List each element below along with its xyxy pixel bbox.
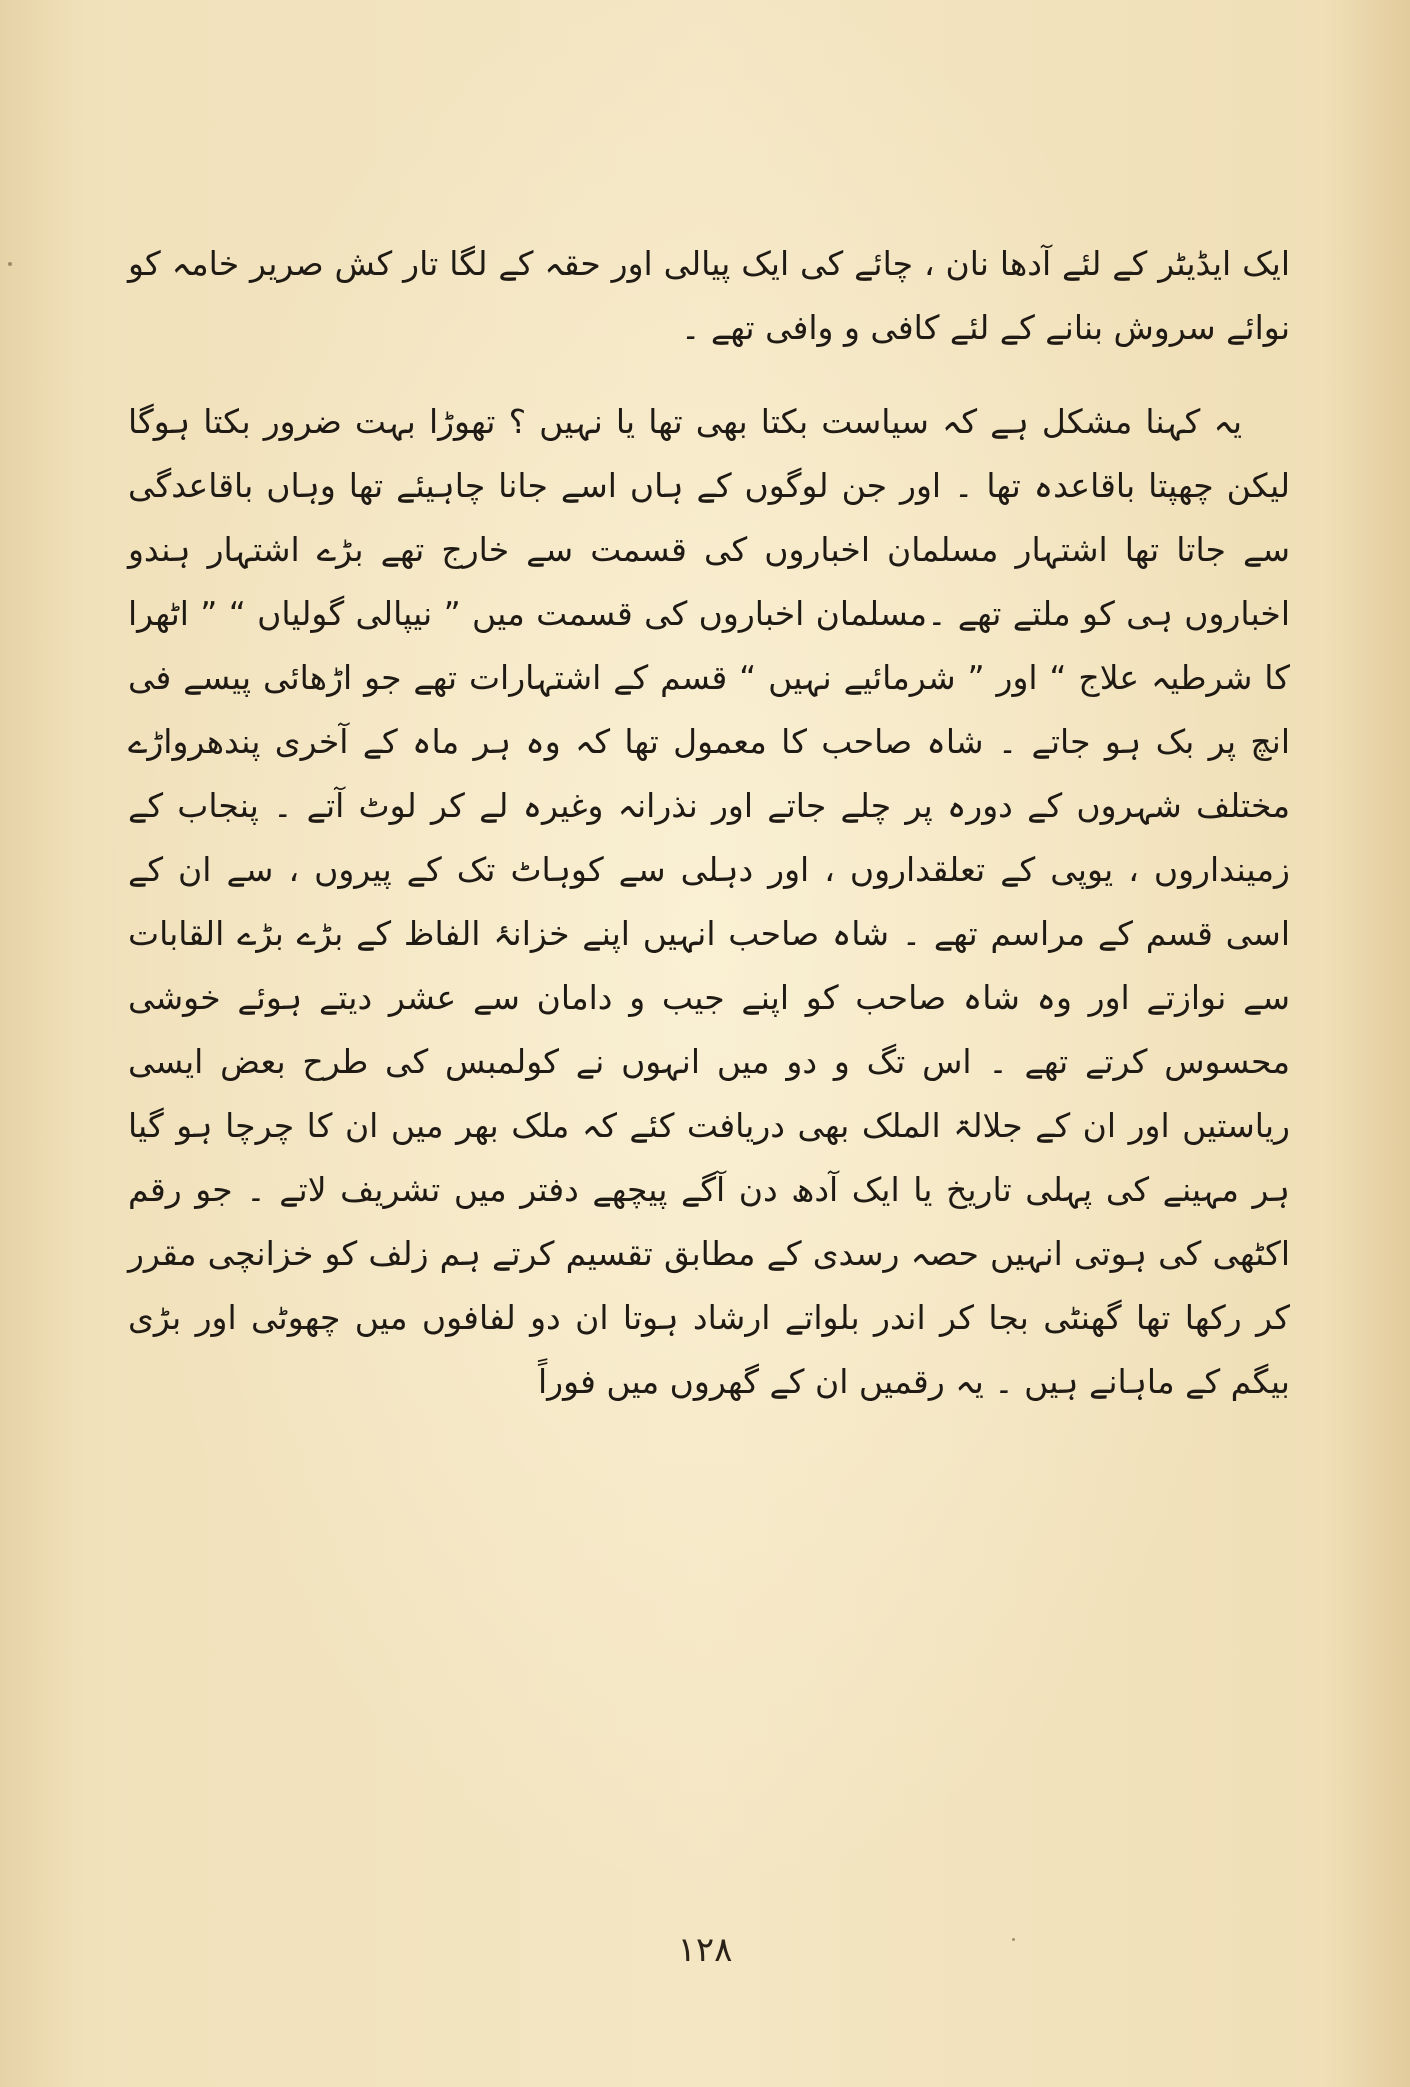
paragraph-2: یہ کہنا مشکل ہے کہ سیاست بکتا بھی تھا یا نہیں ؟ تھوڑا بہت ضرور بکتا ہوگا لیکن چھپتا باقاعدہ تھا ۔ اور جن لوگوں کے ہاں اسے جانا چاہیئے تھا وہاں باقاعدگی سے جاتا تھا اشتہار مسلمان اخباروں کی قسمت سے خارج تھے بڑے اشتہار ہندو اخباروں ہی کو ملتے تھے ۔مسلمان اخباروں کی قسمت میں ” نیپالی گولیاں “ ” اٹھرا کا شرطیہ علاج “ اور ” شرمائیے نہیں “ قسم کے اشتہارات تھے جو اڑھائی پیسے فی انچ پر بک ہو جاتے ۔ شاہ صاحب کا معمول تھا کہ وہ ہر ماہ کے آخری پندھرواڑے مختلف شہروں کے دورہ پر چلے جاتے اور نذرانہ وغیرہ لے کر لوٹ آتے ۔ پنجاب کے زمینداروں ، یوپی کے تعلقداروں ، اور دہلی سے کوہاٹ تک کے پیروں ، سے ان کے اسی قسم کے مراسم تھے ۔ شاہ صاحب انہیں اپنے خزانۂ الفاظ کے بڑے بڑے القابات سے نوازتے اور وہ شاہ صاحب کو اپنے جیب و دامان سے عشر دیتے ہوئے خوشی محسوس کرتے تھے ۔ اس تگ و دو میں انہوں نے کولمبس کی طرح بعض ایسی ریاستیں اور ان کے جلالۃ الملک بھی دریافت کئے کہ ملک بھر میں ان کا چرچا ہو گیا ہر مہینے کی پہلی تاریخ یا ایک آدھ دن آگے پیچھے دفتر میں تشریف لاتے ۔ جو رقم اکٹھی کی ہوتی انہیں حصہ رسدی کے مطابق تقسیم کرتے ہم زلف کو خزانچی مقرر کر رکھا تھا گھنٹی بجا کر اندر بلواتے ارشاد ہوتا ان دو لفافوں میں چھوٹی اور بڑی بیگم کے ماہانے ہیں ۔ یہ رقمیں ان کے گھروں میں فوراً: [128, 402, 1290, 1401]
body-text: [128, 232, 1290, 1414]
page-number: ١٢٨: [677, 1930, 733, 1970]
paper-speck: [8, 262, 12, 266]
paper-speck: [1012, 1938, 1015, 1941]
paragraph-1: ایک ایڈیٹر کے لئے آدھا نان ، چائے کی ایک پیالی اور حقہ کے لگا تار کش صریر خامہ کو نوائے سروش بنانے کے لئے کافی و وافی تھے ۔: [128, 244, 1290, 347]
